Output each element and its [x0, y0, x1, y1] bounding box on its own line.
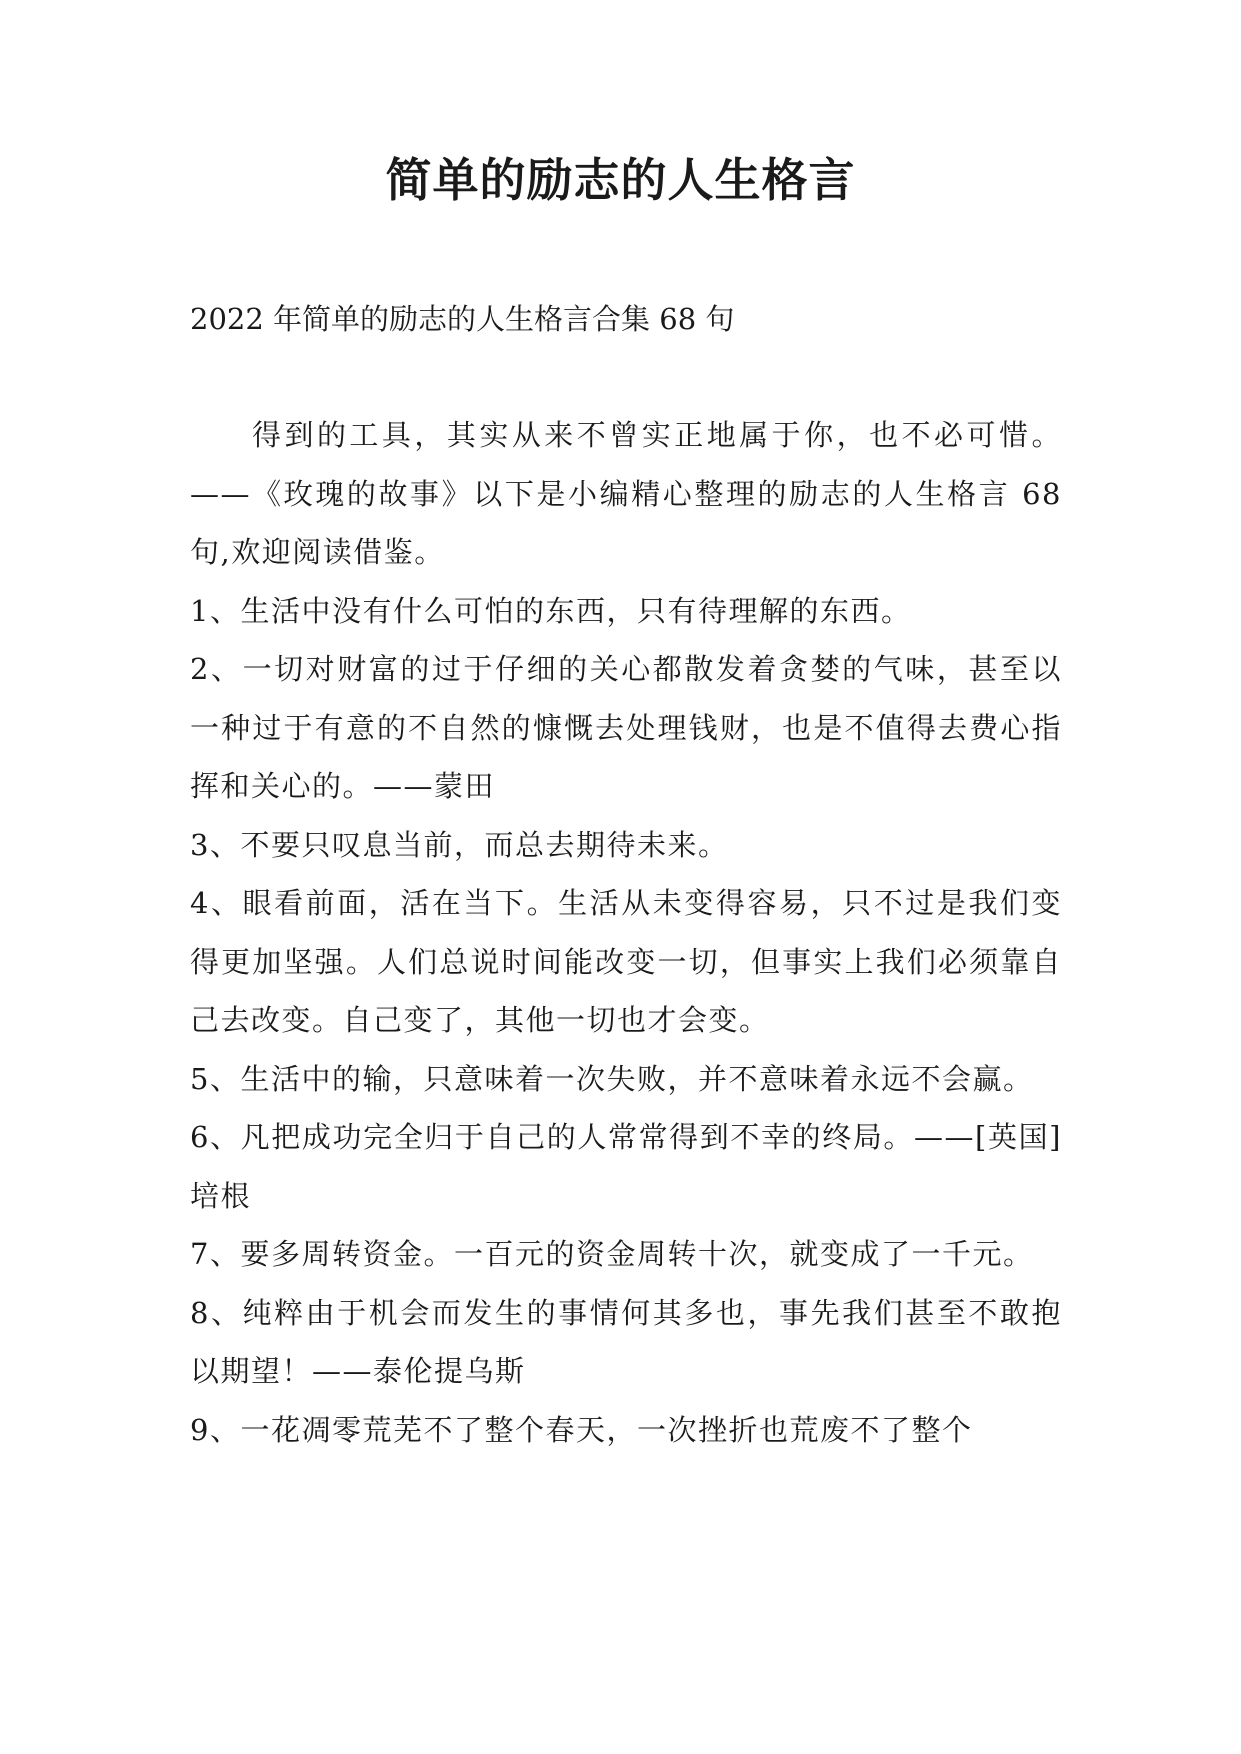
intro-paragraph: 得到的工具，其实从来不曾实正地属于你，也不必可惜。——《玫瑰的故事》以下是小编精心整理的励志的人生格言 68 句,欢迎阅读借鉴。 [190, 418, 1062, 569]
quote-paragraph: 3、不要只叹息当前，而总去期待未来。 [190, 827, 729, 862]
quote-paragraph: 9、一花凋零荒芜不了整个春天，一次挫折也荒废不了整个 [190, 1412, 973, 1447]
quote-paragraph: 2、一切对财富的过于仔细的关心都散发着贪婪的气味，甚至以一种过于有意的不自然的慷慨去处理钱财，也是不值得去费心指挥和关心的。——蒙田 [190, 652, 1062, 803]
quote-paragraph: 6、凡把成功完全归于自己的人常常得到不幸的终局。——[英国]培根 [190, 1120, 1062, 1213]
quote-paragraph: 5、生活中的输，只意味着一次失败，并不意味着永远不会赢。 [190, 1061, 1034, 1096]
quote-paragraph: 1、生活中没有什么可怕的东西，只有待理解的东西。 [190, 593, 912, 628]
document-title: 简单的励志的人生格言 [385, 153, 856, 207]
document-body [190, 406, 1062, 1459]
quote-paragraph: 4、眼看前面，活在当下。生活从未变得容易，只不过是我们变得更加坚强。人们总说时间能改变一切，但事实上我们必须靠自己去改变。自己变了，其他一切也才会变。 [190, 886, 1062, 1037]
quote-paragraph: 8、纯粹由于机会而发生的事情何其多也，事先我们甚至不敢抱以期望！——泰伦提乌斯 [190, 1295, 1062, 1388]
document-subtitle: 2022 年简单的励志的人生格言合集 68 句 [190, 302, 735, 336]
quote-paragraph: 7、要多周转资金。一百元的资金周转十次，就变成了一千元。 [190, 1237, 1034, 1271]
